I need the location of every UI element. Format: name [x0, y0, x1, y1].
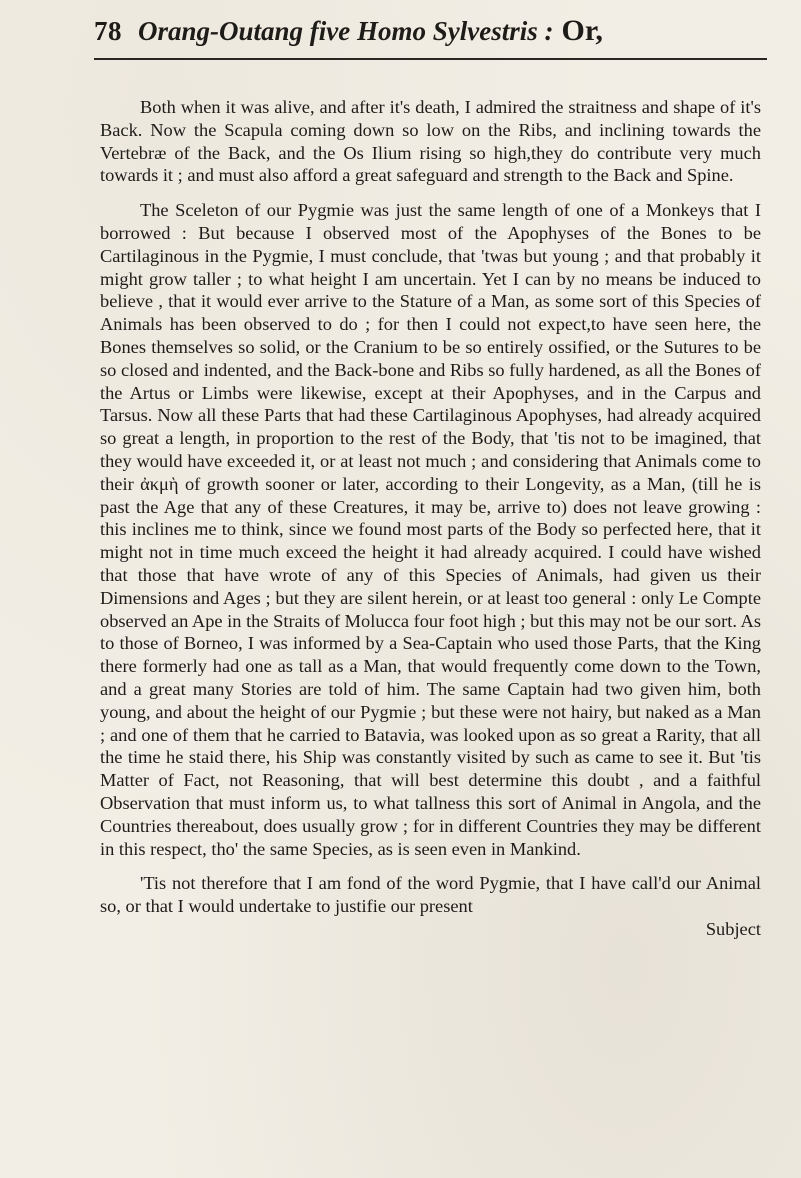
page-header	[94, 14, 767, 60]
running-title-end: Or,	[561, 14, 603, 47]
paragraph: Both when it was alive, and after it's death, I admired the straitness and shape of it's Back. Now the Scapula coming down so low on the Ribs, and inclining towards the Vertebræ of the Back, and the Os Ilium rising so high,they do contribute very much towards it ; and must also afford a great safeguard and strength to the Back and Spine.	[100, 97, 761, 186]
page-number: 78	[94, 16, 122, 46]
paragraph: 'Tis not therefore that I am fond of the word Pygmie, that I have call'd our Animal so, or that I would undertake to justifie our present	[100, 873, 761, 917]
paragraph: The Sceleton of our Pygmie was just the same length of one of a Monkeys that I borrowed : But because I observed most of the Apophyses of the Bones to be Cartilaginous in the Pygmie, I must conclude, that 'twas but young ; and that probably it might grow taller ; to what height I am uncertain. Yet I can by no means be induced to believe , that it would ever arrive to the Stature of a Man, as some sort of this Species of Animals has been observed to do ; for then I could not expect,to have seen here, the Bones themselves so solid, or the Cranium to be so entirely ossified, or the Sutures to be so closed and indented, and the Back-bone and Ribs so fully hardened, as all the Bones of the Artus or Limbs were likewise, except at their Apophyses, and in the Carpus and Tarsus. Now all these Parts that had these Cartilaginous Apophyses, had already acquired so great a length, in proportion to the rest of the Body, that 'tis not to be imagined, that they would have exceeded it, or at least not much ; and considering that Animals come to their ἀκμὴ of growth sooner or later, according to their Longevity, as a Man, (till he is past the Age that any of these Creatures, it may be, arrive to) does not leave growing : this inclines me to think, since we found most parts of the Body so perfected here, that it might not in time much exceed the height it had already acquired. I could have wished that those that have wrote of any of this Species of Animals, had given us their Dimensions and Ages ; but they are silent herein, or at least too general : only Le Compte observed an Ape in the Straits of Molucca four foot high ; but this may not be our sort. As to those of Borneo, I was informed by a Sea-Captain who used those Parts, that the King there formerly had one as tall as a Man, that would frequently come down to the Town, and a great many Stories are told of him. The same Captain had two given him, both young, and about the height of our Pygmie ; but these were not hairy, but naked as a Man ; and one of them that he carried to Batavia, was looked upon as so great a Rarity, that all the time he staid there, his Ship was constantly visited by such as came to see it. But 'tis Matter of Fact, not Reasoning, that will best determine this doubt , and a faithful Observation that must inform us, to what tallness this sort of Animal in Angola, and the Countries thereabout, does usually grow ; for in different Countries they may be different in this respect, tho' the same Species, as is seen even in Mankind.	[100, 200, 761, 859]
body-text	[100, 60, 761, 941]
running-title	[138, 14, 603, 48]
running-title-text: Orang-Outang five Homo Sylvestris :	[138, 16, 554, 46]
catchword: Subject	[705, 918, 761, 939]
